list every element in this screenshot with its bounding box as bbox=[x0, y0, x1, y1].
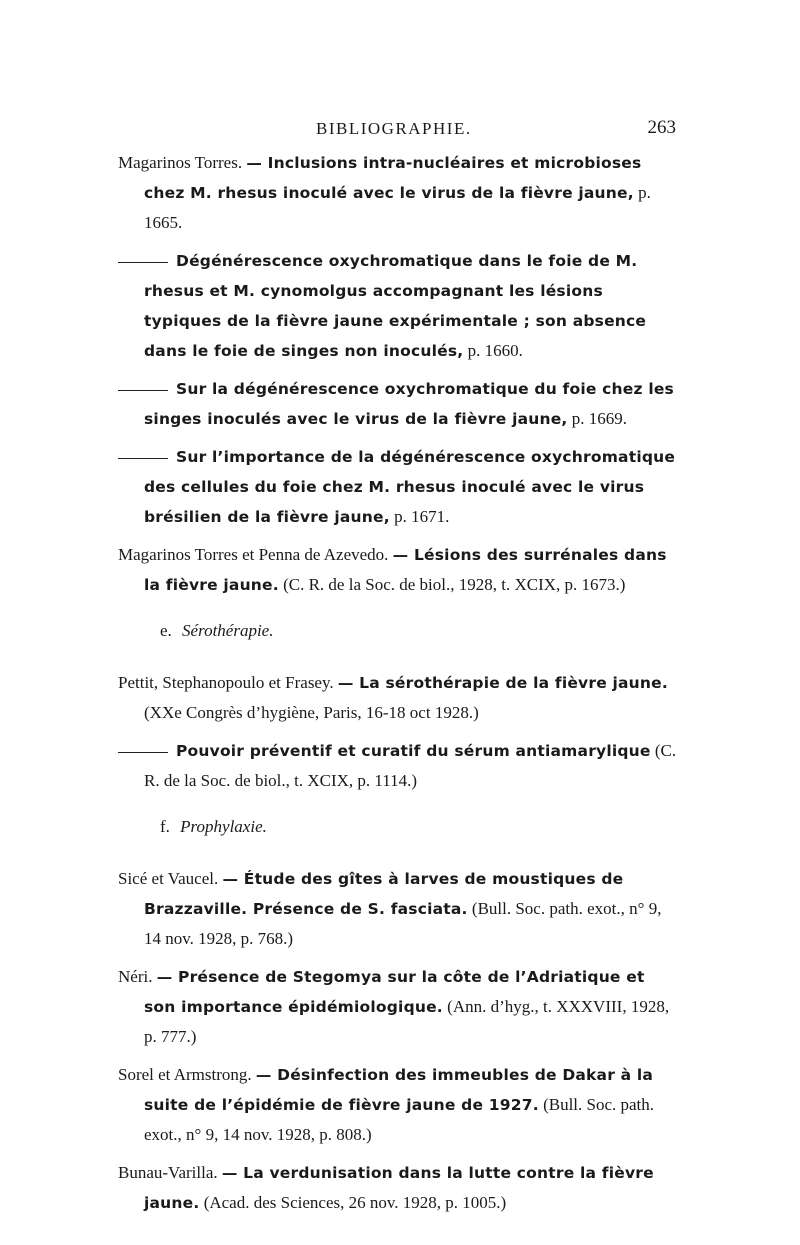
bibliography-body bbox=[118, 148, 678, 1226]
section-heading-serotherapie bbox=[118, 616, 678, 646]
ditto-dash bbox=[118, 752, 168, 753]
bibliography-entry bbox=[118, 1060, 678, 1150]
running-title: BIBLIOGRAPHIE. bbox=[316, 119, 472, 138]
entry-reference: (Ann. d’hyg., t. XXXVIII, 1928, p. 777.) bbox=[144, 997, 670, 1046]
ditto-dash bbox=[118, 458, 168, 459]
entry-reference: (Acad. des Sciences, 26 nov. 1928, p. 1005.) bbox=[203, 1193, 507, 1212]
entries-prophylaxie bbox=[118, 864, 678, 1218]
entry-title: Pouvoir préventif et curatif du sérum antiamarylique bbox=[176, 742, 651, 760]
section-letter: e. bbox=[160, 621, 172, 640]
entry-title: — Désinfection des immeubles de Dakar à la suite de l’épidémie de fièvre jaune de 1927. bbox=[144, 1066, 654, 1114]
entry-title: — Inclusions intra-nucléaires et microbioses chez M. rhesus inoculé avec le virus de la fièvre jaune, bbox=[144, 154, 642, 202]
entry-title: — La sérothérapie de la fièvre jaune. bbox=[337, 674, 668, 692]
entry-author: Magarinos Torres. bbox=[118, 153, 243, 172]
entry-title: — Lésions des surrénales dans la fièvre jaune. bbox=[144, 546, 667, 594]
section-letter: f. bbox=[160, 817, 170, 836]
section-heading-prophylaxie bbox=[118, 812, 678, 842]
entry-author: Sicé et Vaucel. bbox=[118, 869, 219, 888]
entry-title: — Étude des gîtes à larves de moustiques de Brazzaville. Présence de S. fasciata. bbox=[144, 870, 624, 918]
entries-serotherapie bbox=[118, 668, 678, 796]
entry-author: Sorel et Armstrong. bbox=[118, 1065, 252, 1084]
entry-title: Dégénérescence oxychromatique dans le foie de M. rhesus et M. cynomolgus accompagnant les lésions typiques de la fièvre jaune expérimentale ; son absence dans le foie de singes non inoculés, bbox=[144, 252, 647, 360]
entry-author: Néri. bbox=[118, 967, 153, 986]
entry-author: Magarinos Torres et Penna de Azevedo. bbox=[118, 545, 389, 564]
bibliography-entry bbox=[118, 1158, 678, 1218]
section-name: Prophylaxie. bbox=[180, 817, 267, 836]
bibliography-entry bbox=[118, 442, 678, 532]
entry-reference: (C. R. de la Soc. de biol., 1928, t. XCIX, p. 1673.) bbox=[283, 575, 626, 594]
bibliography-entry bbox=[118, 736, 678, 796]
bibliography-entry bbox=[118, 148, 678, 238]
entry-title: Sur la dégénérescence oxychromatique du foie chez les singes inoculés avec le virus de la fièvre jaune, bbox=[144, 380, 674, 428]
bibliography-entry bbox=[118, 864, 678, 954]
entry-reference: p. 1660. bbox=[467, 341, 523, 360]
section-name: Sérothérapie. bbox=[182, 621, 274, 640]
entry-title: — La verdunisation dans la lutte contre la fièvre jaune. bbox=[144, 1164, 654, 1212]
entry-title: — Présence de Stegomya sur la côte de l’Adriatique et son importance épidémiologique. bbox=[144, 968, 645, 1016]
entry-reference: p. 1665. bbox=[144, 183, 651, 232]
bibliography-entry bbox=[118, 246, 678, 366]
running-header bbox=[118, 115, 676, 145]
entry-author: Bunau-Varilla. bbox=[118, 1163, 218, 1182]
entry-reference: (XXe Congrès d’hygiène, Paris, 16-18 oct 1928.) bbox=[144, 703, 479, 722]
entry-reference: p. 1669. bbox=[571, 409, 628, 428]
entry-author: Pettit, Stephanopoulo et Frasey. bbox=[118, 673, 334, 692]
bibliography-entry bbox=[118, 962, 678, 1052]
ditto-dash bbox=[118, 390, 168, 391]
page-number: 263 bbox=[647, 117, 676, 138]
entry-reference: (Bull. Soc. path. exot., n° 9, 14 nov. 1928, p. 808.) bbox=[144, 1095, 655, 1144]
bibliography-entry bbox=[118, 668, 678, 728]
bibliography-entry bbox=[118, 374, 678, 434]
entry-title: Sur l’importance de la dégénérescence oxychromatique des cellules du foie chez M. rhesus inoculé avec le virus brésilien de la fièvre jaune, bbox=[144, 448, 676, 526]
entry-reference: p. 1671. bbox=[394, 507, 450, 526]
entry-reference: (Bull. Soc. path. exot., n° 9, 14 nov. 1928, p. 768.) bbox=[144, 899, 662, 948]
bibliography-entry bbox=[118, 540, 678, 600]
ditto-dash bbox=[118, 262, 168, 263]
entry-reference: (C. R. de la Soc. de biol., t. XCIX, p. 1114.) bbox=[144, 741, 677, 790]
entries-top bbox=[118, 148, 678, 600]
